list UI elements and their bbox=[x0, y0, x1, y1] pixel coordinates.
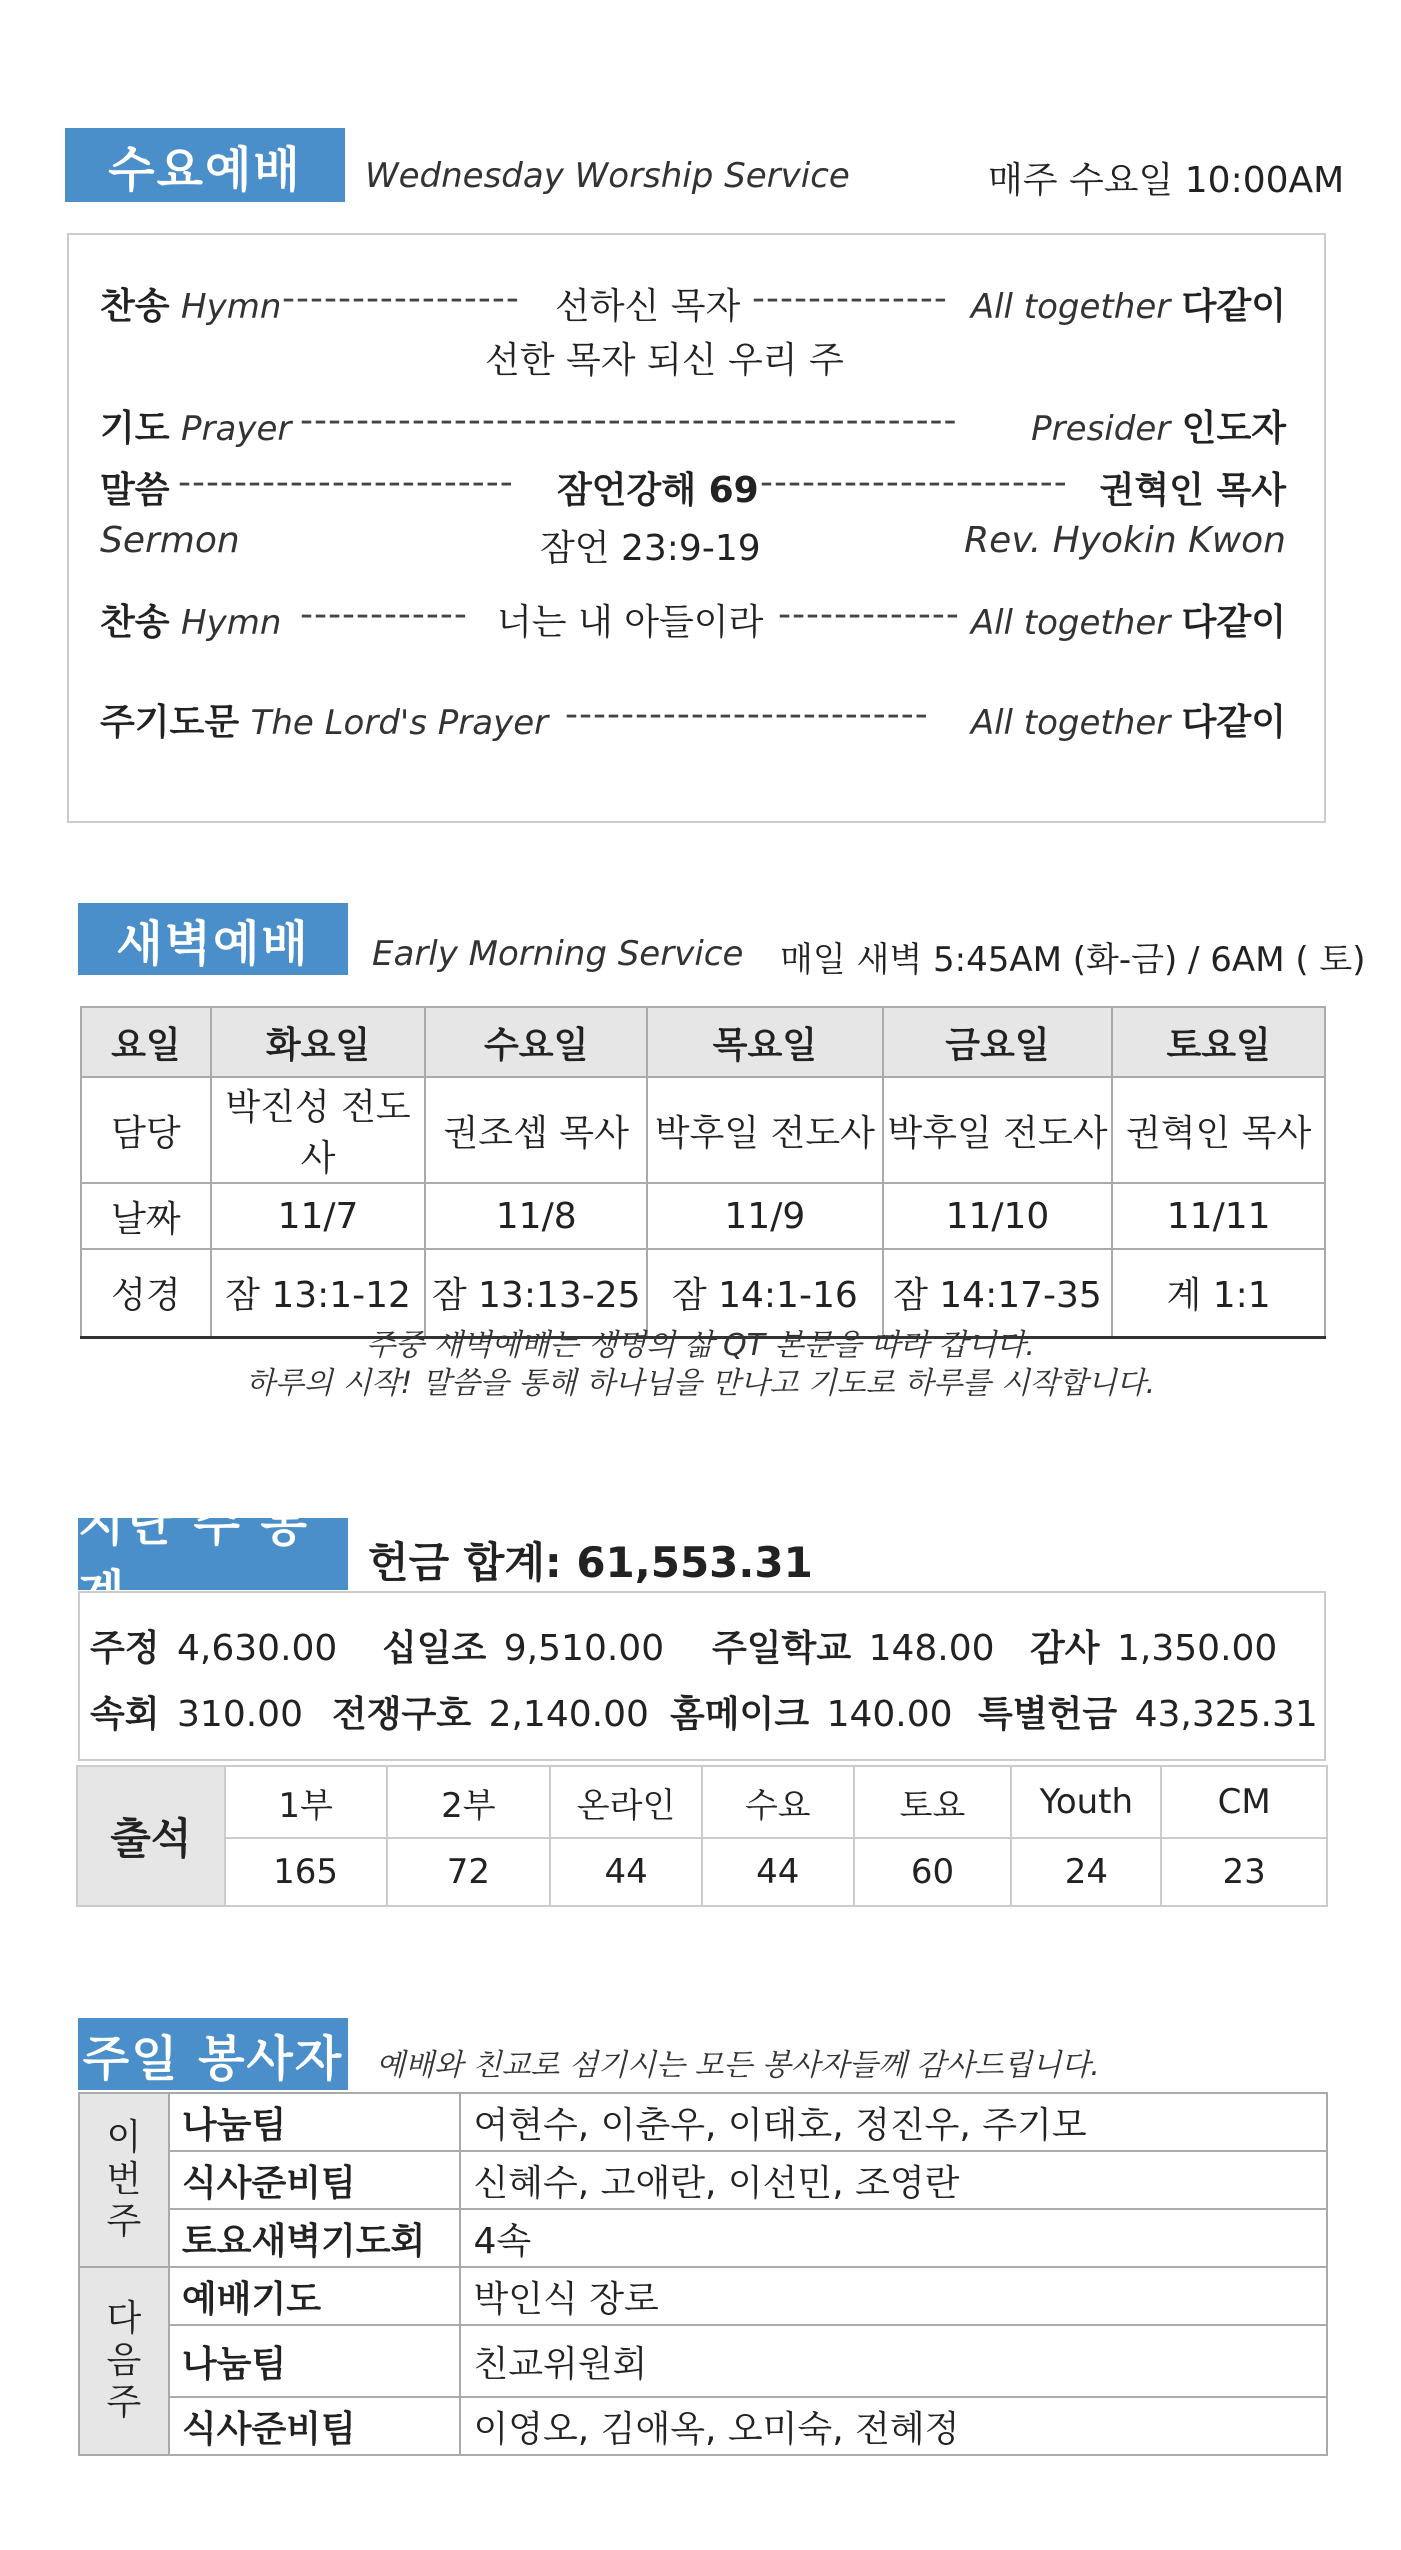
table-cell: 잠 14:1-16 bbox=[647, 1249, 883, 1337]
table-cell: 11/9 bbox=[647, 1183, 883, 1249]
program-label-en: Prayer bbox=[181, 409, 292, 449]
attendance-header: Youth bbox=[1011, 1766, 1161, 1838]
volunteer-role: 식사준비팀 bbox=[169, 2397, 461, 2455]
table-row bbox=[79, 2151, 1327, 2209]
offering-value: 4,630.00 bbox=[177, 1628, 338, 1669]
header-cell: 토요일 bbox=[1112, 1007, 1325, 1077]
offering-label: 주일학교 bbox=[712, 1628, 852, 1669]
leader-ko: 다같이 bbox=[1181, 286, 1286, 327]
table-cell: 계 1:1 bbox=[1112, 1249, 1325, 1337]
program-label-ko: 찬송 bbox=[100, 286, 170, 327]
table-cell: 11/10 bbox=[883, 1183, 1113, 1249]
this-week-label: 이 번 주 bbox=[79, 2093, 169, 2267]
volunteer-role: 예배기도 bbox=[169, 2267, 461, 2325]
table-row bbox=[79, 2093, 1327, 2151]
attendance-header: 2부 bbox=[387, 1766, 551, 1838]
attendance-label: 출석 bbox=[77, 1766, 225, 1906]
volunteer-names: 박인식 장로 bbox=[460, 2267, 1327, 2325]
dash-leader: ----------------------------------------------- bbox=[300, 400, 958, 441]
leader-en: Presider bbox=[1031, 409, 1171, 449]
attendance-header: 1부 bbox=[225, 1766, 387, 1838]
offering-label: 홈메이크 bbox=[670, 1694, 810, 1735]
offering-value: 1,350.00 bbox=[1117, 1628, 1278, 1669]
offering-label: 감사 bbox=[1030, 1628, 1100, 1669]
offering-label: 특별헌금 bbox=[978, 1694, 1118, 1735]
hymn-title: 너는 내 아들이라 bbox=[497, 602, 764, 643]
offering-label: 주정 bbox=[90, 1628, 160, 1669]
morning-note-1: 주중 새벽예배는 생명의 삶 QT 본문을 따라 갑니다. bbox=[366, 1328, 1035, 1363]
table-cell: 담당 bbox=[81, 1077, 211, 1183]
dash-leader: ------------------------ bbox=[178, 462, 514, 503]
volunteer-names: 신혜수, 고애란, 이선민, 조영란 bbox=[460, 2151, 1327, 2209]
header-cell: 목요일 bbox=[647, 1007, 883, 1077]
attendance-header: 토요 bbox=[854, 1766, 1012, 1838]
wednesday-schedule: 매주 수요일 10:00AM bbox=[988, 160, 1345, 201]
morning-schedule-table bbox=[80, 1006, 1326, 1339]
dash-leader: -------------- bbox=[752, 278, 948, 319]
volunteer-names: 4속 bbox=[460, 2209, 1327, 2267]
volunteer-role: 나눔팀 bbox=[169, 2093, 461, 2151]
morning-tag: 새벽예배 bbox=[78, 903, 348, 975]
wednesday-subtitle: Wednesday Worship Service bbox=[365, 156, 850, 196]
leader-ko: 다같이 bbox=[1181, 602, 1286, 643]
header-cell: 요일 bbox=[81, 1007, 211, 1077]
table-row bbox=[81, 1183, 1325, 1249]
dash-leader: -------------------------- bbox=[565, 694, 929, 735]
program-label-en: Hymn bbox=[181, 603, 282, 643]
table-cell: 11/11 bbox=[1112, 1183, 1325, 1249]
header-cell: 금요일 bbox=[883, 1007, 1113, 1077]
volunteer-names: 이영오, 김애옥, 오미숙, 전혜정 bbox=[460, 2397, 1327, 2455]
offering-label: 십일조 bbox=[382, 1628, 487, 1669]
table-cell: 성경 bbox=[81, 1249, 211, 1337]
header-cell: 수요일 bbox=[425, 1007, 647, 1077]
attendance-value: 44 bbox=[702, 1838, 854, 1906]
sermon-scripture: 잠언 23:9-19 bbox=[540, 528, 761, 569]
morning-subtitle: Early Morning Service bbox=[372, 934, 744, 974]
preacher-ko: 권혁인 목사 bbox=[1099, 470, 1286, 511]
dash-leader: ------------ bbox=[300, 594, 468, 635]
volunteer-role: 식사준비팀 bbox=[169, 2151, 461, 2209]
offering-value: 310.00 bbox=[177, 1694, 303, 1735]
leader-ko: 다같이 bbox=[1181, 702, 1286, 743]
attendance-value: 24 bbox=[1011, 1838, 1161, 1906]
stats-tag: 지난 주 통계 bbox=[78, 1518, 348, 1590]
dash-leader: ------------- bbox=[778, 594, 960, 635]
attendance-value: 23 bbox=[1161, 1838, 1327, 1906]
wednesday-tag: 수요예배 bbox=[65, 128, 345, 202]
offering-value: 148.00 bbox=[868, 1628, 995, 1669]
sermon-label-en: Sermon bbox=[100, 520, 240, 561]
volunteers-subtitle: 예배와 친교로 섬기시는 모든 봉사자들께 감사드립니다. bbox=[376, 2048, 1100, 2083]
offering-total: 헌금 합계: 61,553.31 bbox=[368, 1538, 813, 1587]
offering-value: 9,510.00 bbox=[503, 1628, 665, 1669]
offering-label: 전쟁구호 bbox=[332, 1694, 472, 1735]
table-cell: 잠 13:13-25 bbox=[425, 1249, 647, 1337]
offering-value: 2,140.00 bbox=[488, 1694, 649, 1735]
preacher-en: Rev. Hyokin Kwon bbox=[964, 520, 1286, 561]
volunteer-role: 나눔팀 bbox=[169, 2325, 461, 2397]
table-cell: 날짜 bbox=[81, 1183, 211, 1249]
leader-en: All together bbox=[970, 287, 1171, 327]
hymn-title: 선하신 목자 bbox=[555, 286, 741, 327]
program-label-ko: 주기도문 bbox=[100, 702, 240, 743]
table-row bbox=[79, 2209, 1327, 2267]
program-label-ko: 기도 bbox=[100, 408, 170, 449]
leader-ko: 인도자 bbox=[1181, 408, 1286, 449]
hymn-subtitle: 선한 목자 되신 우리 주 bbox=[485, 340, 844, 381]
attendance-value: 44 bbox=[550, 1838, 702, 1906]
attendance-header: CM bbox=[1161, 1766, 1327, 1838]
program-label-en: The Lord's Prayer bbox=[250, 703, 549, 743]
table-cell: 박후일 전도사 bbox=[883, 1077, 1113, 1183]
attendance-value: 72 bbox=[387, 1838, 551, 1906]
next-week-label: 다 음 주 bbox=[79, 2267, 169, 2455]
volunteer-names: 여현수, 이춘우, 이태호, 정진우, 주기모 bbox=[460, 2093, 1327, 2151]
attendance-table bbox=[76, 1765, 1328, 1907]
program-label-ko: 찬송 bbox=[100, 602, 170, 643]
volunteers-table bbox=[78, 2092, 1328, 2456]
table-cell: 박진성 전도사 bbox=[211, 1077, 426, 1183]
volunteer-role: 토요새벽기도회 bbox=[169, 2209, 461, 2267]
table-row bbox=[79, 2325, 1327, 2397]
sermon-title: 잠언강해 69 bbox=[557, 470, 759, 511]
program-label-ko: 말씀 bbox=[100, 470, 170, 511]
table-cell: 11/7 bbox=[211, 1183, 426, 1249]
leader-en: All together bbox=[970, 703, 1171, 743]
offering-value: 140.00 bbox=[826, 1694, 953, 1735]
leader-en: All together bbox=[970, 603, 1171, 643]
morning-note-2: 하루의 시작! 말씀을 통해 하나님을 만나고 기도로 하루를 시작합니다. bbox=[245, 1366, 1156, 1401]
table-cell: 박후일 전도사 bbox=[647, 1077, 883, 1183]
table-cell: 잠 13:1-12 bbox=[211, 1249, 426, 1337]
table-row bbox=[81, 1077, 1325, 1183]
table-row bbox=[79, 2267, 1327, 2325]
attendance-value: 165 bbox=[225, 1838, 387, 1906]
table-cell: 권조셉 목사 bbox=[425, 1077, 647, 1183]
table-cell: 11/8 bbox=[425, 1183, 647, 1249]
dash-leader: ----------------- bbox=[282, 278, 520, 319]
volunteer-names: 친교위원회 bbox=[460, 2325, 1327, 2397]
table-cell: 권혁인 목사 bbox=[1112, 1077, 1325, 1183]
attendance-header: 수요 bbox=[702, 1766, 854, 1838]
header-cell: 화요일 bbox=[211, 1007, 426, 1077]
attendance-value: 60 bbox=[854, 1838, 1012, 1906]
offering-label: 속회 bbox=[90, 1694, 160, 1735]
table-cell: 잠 14:17-35 bbox=[883, 1249, 1113, 1337]
dash-leader: ---------------------- bbox=[760, 462, 1068, 503]
attendance-header: 온라인 bbox=[550, 1766, 702, 1838]
volunteers-tag: 주일 봉사자 bbox=[78, 2018, 348, 2090]
program-label-en: Hymn bbox=[181, 287, 282, 327]
morning-schedule: 매일 새벽 5:45AM (화-금) / 6AM ( 토) bbox=[780, 940, 1366, 980]
table-row bbox=[79, 2397, 1327, 2455]
offering-value: 43,325.31 bbox=[1134, 1694, 1318, 1735]
